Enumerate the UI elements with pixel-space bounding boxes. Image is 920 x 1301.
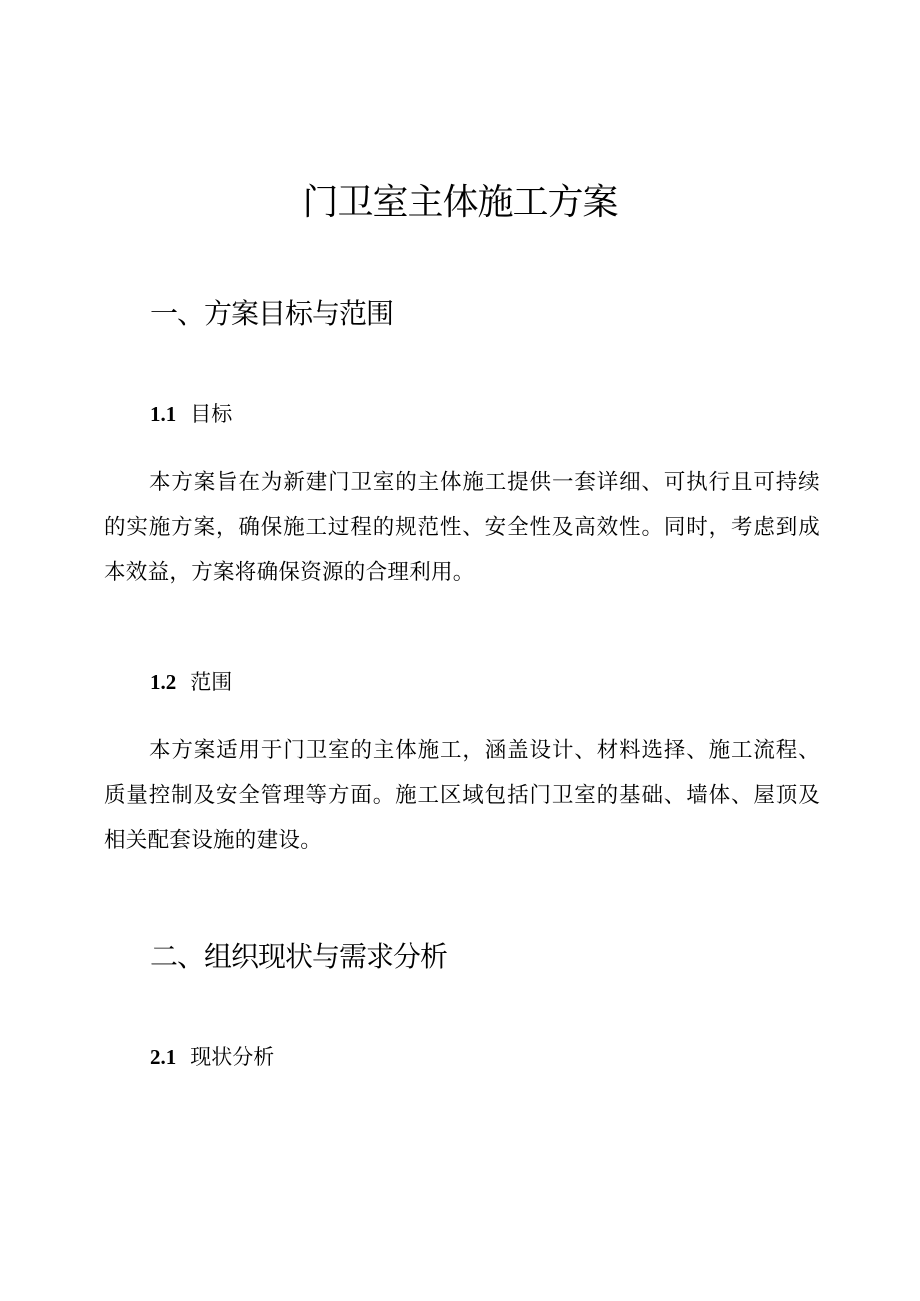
subsection-title: 目标 [190,402,233,426]
document-title: 门卫室主体施工方案 [302,182,618,223]
subsection-heading-1-2 [150,667,232,697]
section-heading-1: 一、方案目标与范围 [150,297,394,330]
paragraph-1-1: 本方案旨在为新建门卫室的主体施工提供一套详细、可执行且可持续的实施方案，确保施工过程的规范性、安全性及高效性。同时，考虑到成本效益，方案将确保资源的合理利用。 [104,470,820,585]
subsection-heading-2-1 [150,1042,274,1072]
subsection-title: 现状分析 [190,1045,275,1069]
section-heading-2: 二、组织现状与需求分析 [150,940,448,973]
paragraph-1-2: 本方案适用于门卫室的主体施工，涵盖设计、材料选择、施工流程、质量控制及安全管理等方面。施工区域包括门卫室的基础、墙体、屋顶及相关配套设施的建设。 [104,738,820,853]
subsection-title: 范围 [190,670,233,694]
subsection-number: 1.1 [150,402,177,426]
subsection-number: 1.2 [150,670,177,694]
subsection-heading-1-1 [150,399,232,429]
subsection-number: 2.1 [150,1045,177,1069]
